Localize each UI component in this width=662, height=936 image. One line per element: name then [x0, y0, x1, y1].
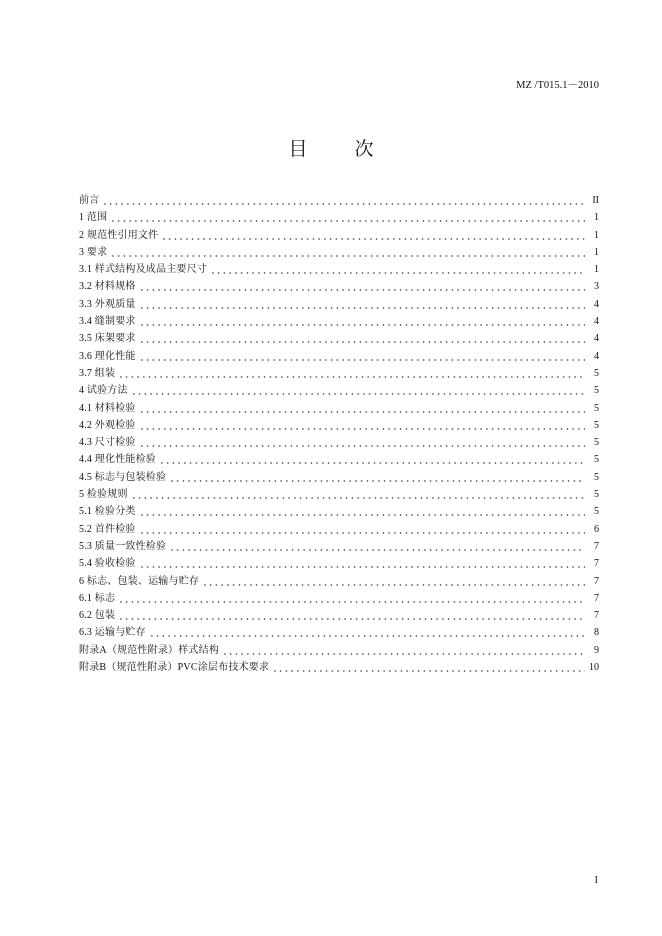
toc-entry [79, 192, 599, 209]
toc-entry-page: 9 [594, 644, 599, 656]
toc-entry [79, 313, 599, 330]
toc-entry-page: 4 [594, 333, 599, 345]
toc-entry-label: 前言 [79, 195, 100, 206]
toc-entry-label: 5.2 首件检验 [79, 523, 136, 535]
table-of-contents [79, 192, 599, 676]
toc-entry [79, 227, 599, 244]
toc-entry-page: 5 [594, 506, 599, 518]
dot-leader [118, 607, 585, 624]
toc-entry [79, 642, 599, 659]
toc-entry-page: 7 [594, 575, 599, 587]
dot-leader [131, 486, 585, 503]
toc-entry-page: 7 [594, 540, 599, 552]
toc-entry-page: 7 [594, 610, 599, 622]
dot-leader [159, 451, 585, 468]
dot-leader [139, 503, 585, 520]
toc-entry [79, 382, 599, 399]
dot-leader [139, 330, 585, 347]
toc-entry-label: 3.4 缝制要求 [79, 316, 136, 328]
toc-entry-label: 3 要求 [79, 246, 108, 258]
toc-entry-page: 5 [594, 437, 599, 449]
toc-entry-label: 6.1 标志 [79, 592, 116, 604]
toc-entry-page: 5 [594, 419, 599, 431]
toc-entry-page: 5 [594, 385, 599, 397]
toc-entry [79, 261, 599, 278]
toc-entry-label: 附录A（规范性附录）样式结构 [79, 644, 220, 656]
toc-entry-page: 1 [594, 264, 599, 276]
toc-entry-label: 3.5 床架要求 [79, 333, 136, 345]
toc-entry [79, 348, 599, 365]
toc-entry-page: 1 [594, 246, 599, 258]
toc-entry-label: 5.4 验收检验 [79, 558, 136, 570]
toc-entry-label: 附录B（规范性附录）PVC涂层布技术要求 [79, 662, 270, 674]
toc-entry-page: 10 [589, 662, 599, 674]
dot-leader [139, 555, 585, 572]
toc-entry-page: 4 [594, 298, 599, 310]
toc-entry-page: II [592, 195, 599, 206]
toc-entry-label: 6 标志、包装、运输与贮存 [79, 575, 200, 587]
dot-leader [139, 434, 585, 451]
toc-entry-page: 6 [594, 523, 599, 535]
dot-leader [139, 313, 585, 330]
toc-entry-page: 5 [594, 471, 599, 483]
toc-entry-page: 3 [594, 281, 599, 293]
toc-entry-label: 4.5 标志与包装检验 [79, 471, 167, 483]
toc-entry-page: 5 [594, 367, 599, 379]
dot-leader [222, 642, 585, 659]
toc-entry-page: 5 [594, 402, 599, 414]
dot-leader [149, 624, 585, 641]
dot-leader [139, 521, 585, 538]
toc-entry-page: 5 [594, 454, 599, 466]
toc-entry [79, 555, 599, 572]
dot-leader [161, 227, 585, 244]
dot-leader [169, 469, 585, 486]
toc-entry-page: 7 [594, 558, 599, 570]
dot-leader [272, 659, 585, 676]
toc-entry [79, 503, 599, 520]
toc-entry-label: 6.2 包装 [79, 610, 116, 622]
dot-leader [110, 209, 585, 226]
toc-entry [79, 330, 599, 347]
toc-entry-label: 4 试验方法 [79, 385, 128, 397]
standard-number: MZ /T015.1－2010 [516, 80, 599, 91]
toc-entry-label: 3.6 理化性能 [79, 350, 136, 362]
toc-entry [79, 659, 599, 676]
toc-entry-label: 3.3 外观质量 [79, 298, 136, 310]
dot-leader [131, 382, 585, 399]
dot-leader [202, 573, 585, 590]
toc-entry-label: 3.2 材料规格 [79, 281, 136, 293]
toc-entry [79, 624, 599, 641]
toc-entry-label: 5.3 质量一致性检验 [79, 540, 167, 552]
toc-entry [79, 209, 599, 226]
dot-leader [118, 590, 585, 607]
dot-leader [139, 400, 585, 417]
toc-entry-page: 4 [594, 316, 599, 328]
dot-leader [139, 348, 585, 365]
toc-entry-label: 3.7 组装 [79, 367, 116, 379]
toc-entry [79, 434, 599, 451]
dot-leader [139, 278, 585, 295]
toc-entry-page: 7 [594, 592, 599, 604]
toc-entry-label: 4.3 尺寸检验 [79, 437, 136, 449]
toc-entry-label: 1 范围 [79, 212, 108, 224]
toc-entry-page: 4 [594, 350, 599, 362]
dot-leader [139, 417, 585, 434]
toc-entry [79, 607, 599, 624]
toc-entry-page: 5 [594, 489, 599, 501]
dot-leader [139, 296, 585, 313]
toc-entry [79, 451, 599, 468]
toc-entry-label: 5.1 检验分类 [79, 506, 136, 518]
toc-entry [79, 573, 599, 590]
page-number: I [594, 875, 598, 886]
toc-entry-label: 4.1 材料检验 [79, 402, 136, 414]
toc-entry-label: 6.3 运输与贮存 [79, 627, 146, 639]
page-title: 目 次 [288, 139, 388, 160]
dot-leader [118, 365, 585, 382]
toc-entry [79, 469, 599, 486]
toc-entry [79, 365, 599, 382]
toc-entry-label: 4.2 外观检验 [79, 419, 136, 431]
toc-entry [79, 278, 599, 295]
toc-entry-page: 8 [594, 627, 599, 639]
toc-entry [79, 486, 599, 503]
toc-entry-label: 4.4 理化性能检验 [79, 454, 156, 466]
toc-entry [79, 296, 599, 313]
toc-entry-label: 3.1 样式结构及成品主要尺寸 [79, 264, 207, 276]
toc-entry [79, 400, 599, 417]
dot-leader [210, 261, 585, 278]
dot-leader [110, 244, 585, 261]
toc-entry-label: 5 检验规则 [79, 489, 128, 501]
toc-entry [79, 521, 599, 538]
toc-entry-page: 1 [594, 212, 599, 224]
toc-entry-label: 2 规范性引用文件 [79, 229, 159, 241]
dot-leader [102, 192, 585, 209]
toc-entry [79, 417, 599, 434]
toc-entry [79, 538, 599, 555]
toc-entry-page: 1 [594, 229, 599, 241]
dot-leader [169, 538, 585, 555]
toc-entry [79, 244, 599, 261]
toc-entry [79, 590, 599, 607]
